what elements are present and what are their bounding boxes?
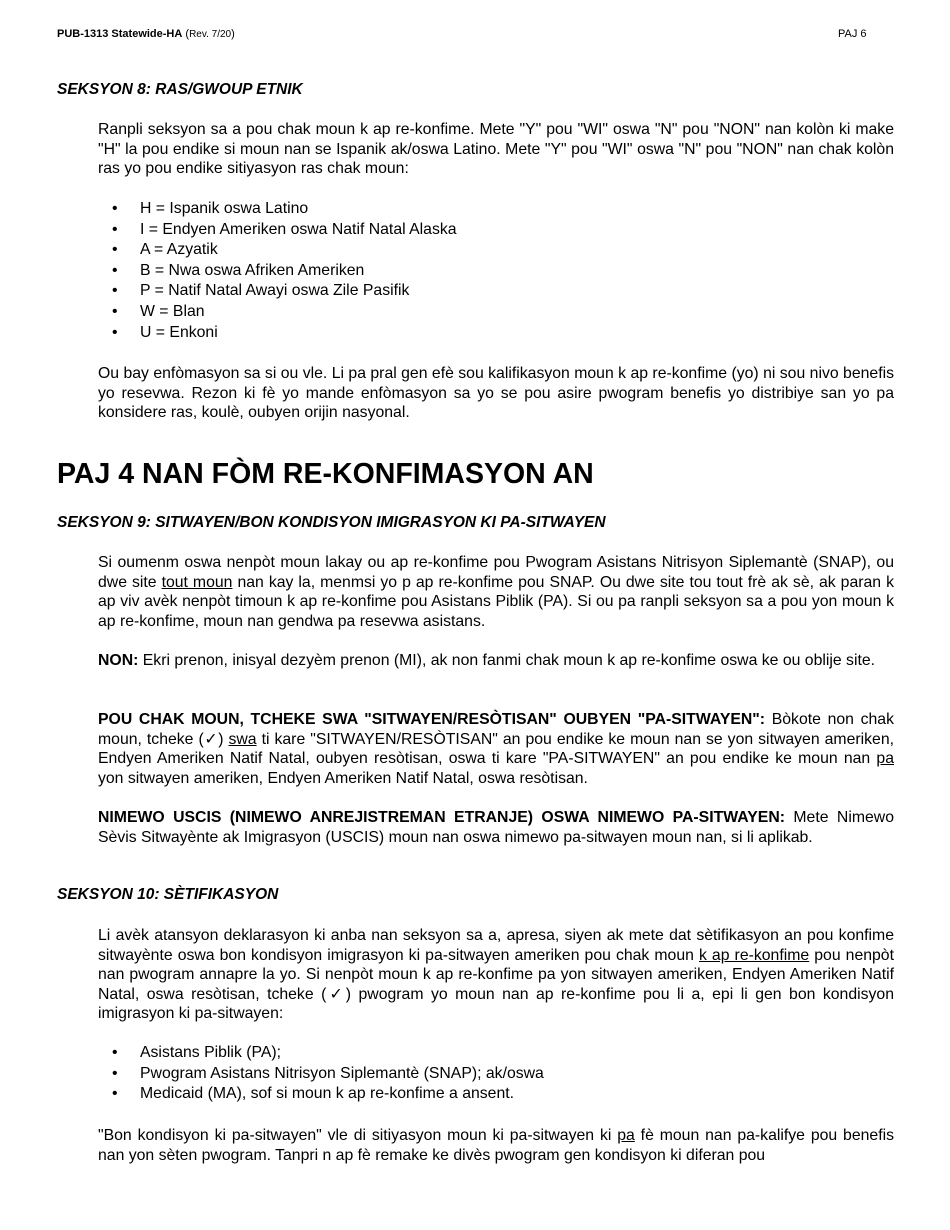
underlined-text: pa xyxy=(617,1127,635,1144)
label-citizenship: POU CHAK MOUN, TCHEKE SWA "SITWAYEN/RESÒTISAN" OUBYEN "PA-SITWAYEN": xyxy=(98,711,766,728)
section-10-paragraph-1: Li avèk atansyon deklarasyon ki anba nan seksyon sa a, apresa, siyen ak mete dat sètifikasyon an pou konfime sitwayènte oswa bon kondisyon imigrasyon ki pa-sitwayen ameriken pou chak moun k ap re-konfime pou nenpòt nan pwogram annapre la yo. Si nenpòt moun k ap re-konfime pa yon sitwayen ameriken, Endyen Ameriken Natif Natal, oswa resòtisan, tcheke (✓) pwogram yo moun nan ap re-konfime pou li a, epi li gen bon kondisyon imigrasyon ki pa-sitwayen: xyxy=(98,927,894,1023)
label-name: NON: xyxy=(98,652,139,669)
list-item: • U = Enkoni xyxy=(98,323,894,344)
underlined-text: k ap re-konfime xyxy=(698,946,810,964)
bullet: • xyxy=(112,241,118,259)
bullet: • xyxy=(112,220,118,238)
section-9-uscis-instructions: NIMEWO USCIS (NIMEWO ANREJISTREMAN ETRANJE) OSWA NIMEWO PA-SITWAYEN: Mete Nimewo Sèvis Sitwayènte ak Imigrasyon (USCIS) moun nan oswa nimewo pa-sitwayen moun nan, si li aplikab. xyxy=(98,809,894,846)
bullet: • xyxy=(112,261,118,279)
program-list xyxy=(98,1043,894,1105)
list-item: • I = Endyen Ameriken oswa Natif Natal Alaska xyxy=(98,220,894,241)
list-item: • H = Ispanik oswa Latino xyxy=(98,199,894,220)
section-9-name-instructions: NON: Ekri prenon, inisyal dezyèm prenon (MI), ak non fanmi chak moun k ap re-konfime oswa ke ou oblije site. xyxy=(98,652,876,669)
bullet: • xyxy=(112,1064,118,1082)
race-codes-list xyxy=(98,199,894,343)
list-item: • Asistans Piblik (PA); xyxy=(98,1043,894,1064)
list-item: • A = Azyatik xyxy=(98,240,894,261)
list-item: • P = Natif Natal Awayi oswa Zile Pasifik xyxy=(98,281,894,302)
underlined-text: pa xyxy=(876,750,894,768)
section-8-title: SEKSYON 8: RAS/GWOUP ETNIK xyxy=(57,81,303,98)
section-10-paragraph-2: "Bon kondisyon ki pa-sitwayen" vle di sitiyasyon moun ki pa-sitwayen ki pa fè moun nan pa-kalifye pou benefis nan yon sèten pwogram. Tanpri n ap fè remake ke divès pwogram gen kondisyon ki diferan pou xyxy=(98,1127,894,1164)
page-number: PAJ 6 xyxy=(838,28,867,40)
bullet: • xyxy=(112,1044,118,1061)
list-item: • W = Blan xyxy=(98,302,894,323)
section-9-title: SEKSYON 9: SITWAYEN/BON KONDISYON IMIGRASYON KI PA-SITWAYEN xyxy=(57,514,606,531)
section-8-closing: Ou bay enfòmasyon sa si ou vle. Li pa pral gen efè sou kalifikasyon moun k ap re-konfime (yo) ni sou nivo benefis yo resevwa. Rezon ki fè yo mande enfòmasyon sa yo se pou asire pwogram benefis yo distribiye san yo pa konsidere ras, koulè, oubyen orijin nasyonal. xyxy=(98,365,894,422)
list-item: • Pwogram Asistans Nitrisyon Siplemantè (SNAP); ak/oswa xyxy=(98,1064,894,1085)
list-item: • Medicaid (MA), sof si moun k ap re-konfime a ansent. xyxy=(98,1084,894,1105)
section-8-intro: Ranpli seksyon sa a pou chak moun k ap re-konfime. Mete "Y" pou "WI" oswa "N" pou "NON" nan kolòn ki make "H" la pou endike si moun nan se Ispanik ak/oswa Latino. Mete "Y" pou "WI" oswa "N" pou "NON" nan chak kolòn ras yo pou endike sitiyasyon ras chak moun: xyxy=(98,121,894,178)
page-4-heading: PAJ 4 NAN FÒM RE-KONFIMASYON AN xyxy=(57,458,594,490)
form-id: PUB-1313 Statewide-HA xyxy=(57,28,183,40)
label-uscis: NIMEWO USCIS (NIMEWO ANREJISTREMAN ETRANJE) OSWA NIMEWO PA-SITWAYEN: xyxy=(98,809,785,826)
underlined-text: swa xyxy=(228,730,257,748)
underlined-text: tout moun xyxy=(161,573,233,591)
section-9-citizenship-instructions: POU CHAK MOUN, TCHEKE SWA "SITWAYEN/RESÒTISAN" OUBYEN "PA-SITWAYEN": Bòkote non chak moun, tcheke (✓) swa ti kare "SITWAYEN/RESÒTISAN" an pou endike ke moun nan se yon sitwayen ameriken, Endyen Ameriken Natif Natal, oubyen resòtisan, oswa ti kare "PA-SITWAYEN" an pou endike ke moun nan pa yon sitwayen ameriken, Endyen Ameriken Natif Natal, oswa resòtisan. xyxy=(98,711,894,787)
rev-open: ( xyxy=(182,28,190,40)
page-header xyxy=(57,28,893,44)
bullet: • xyxy=(112,282,118,300)
list-item: • B = Nwa oswa Afriken Ameriken xyxy=(98,261,894,282)
bullet: • xyxy=(112,323,118,341)
bullet: • xyxy=(112,200,118,217)
section-10-title: SEKSYON 10: SÈTIFIKASYON xyxy=(57,886,279,903)
revision-date: Rev. 7/20 xyxy=(189,29,232,40)
form-identifier xyxy=(57,28,235,40)
section-9-paragraph-1: Si oumenm oswa nenpòt moun lakay ou ap re-konfime pou Pwogram Asistans Nitrisyon Siplemantè (SNAP), ou dwe site tout moun nan kay la, menmsi yo p ap re-konfime pou SNAP. Ou dwe site tou tout frè ak sè, ak paran k ap viv avèk nenpòt timoun k ap re-konfime pou Asistans Piblik (PA). Si ou pa ranpli seksyon sa a pou yon moun k ap re-konfime, moun nan gendwa pa resevwa asistans. xyxy=(98,554,894,630)
rev-close: ) xyxy=(231,28,235,40)
bullet: • xyxy=(112,1085,118,1103)
bullet: • xyxy=(112,302,118,320)
